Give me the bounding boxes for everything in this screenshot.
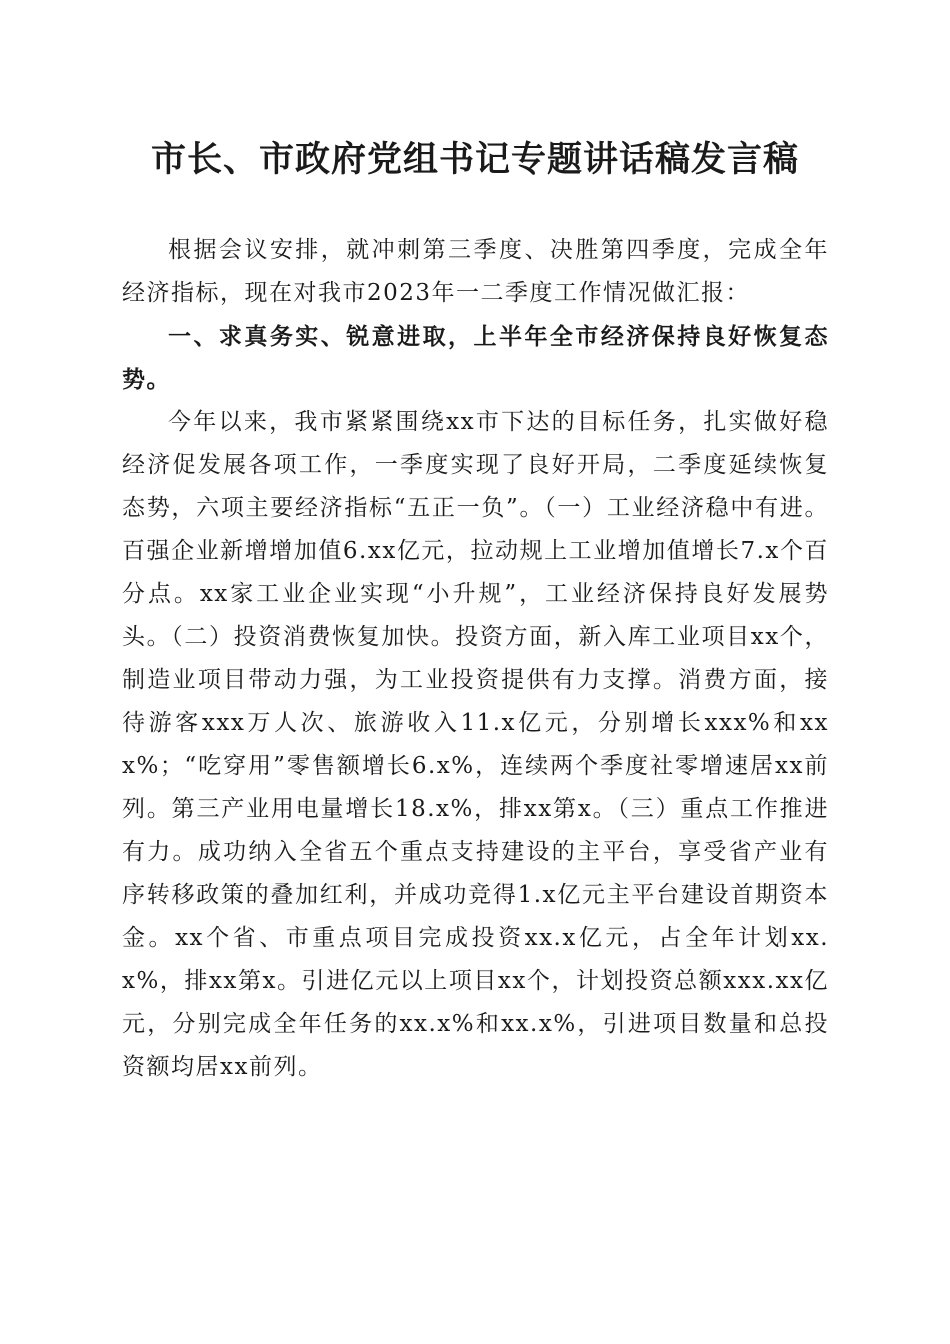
document-body (122, 229, 829, 1089)
section-1-heading: 一、求真务实、锐意进取，上半年全市经济保持良好恢复态势。 (122, 323, 829, 393)
intro-paragraph: 根据会议安排，就冲刺第三季度、决胜第四季度，完成全年经济指标，现在对我市2023年一二季度工作情况做汇报： (122, 237, 829, 306)
document-title: 市长、市政府党组书记专题讲话稿发言稿 (150, 139, 799, 180)
section-1-paragraph: 今年以来，我市紧紧围绕xx市下达的目标任务，扎实做好稳经济促发展各项工作，一季度实现了良好开局，二季度延续恢复态势，六项主要经济指标“五正一负”。（一）工业经济稳中有进。百强企业新增增加值6.xx亿元，拉动规上工业增加值增长7.x个百分点。xx家工业企业实现“小升规”，工业经济保持良好发展势头。（二）投资消费恢复加快。投资方面，新入库工业项目xx个，制造业项目带动力强，为工业投资提供有力支撑。消费方面，接待游客xxx万人次、旅游收入11.x亿元，分别增长xxx%和xxx%；“吃穿用”零售额增长6.x%，连续两个季度社零增速居xx前列。第三产业用电量增长18.x%，排xx第x。（三）重点工作推进有力。成功纳入全省五个重点支持建设的主平台，享受省产业有序转移政策的叠加红利，并成功竞得1.x亿元主平台建设首期资本金。xx个省、市重点项目完成投资xx.x亿元，占全年计划xx.x%，排xx第x。引进亿元以上项目xx个，计划投资总额xxx.xx亿元，分别完成全年任务的xx.x%和xx.x%，引进项目数量和总投资额均居xx前列。 (122, 409, 829, 1080)
